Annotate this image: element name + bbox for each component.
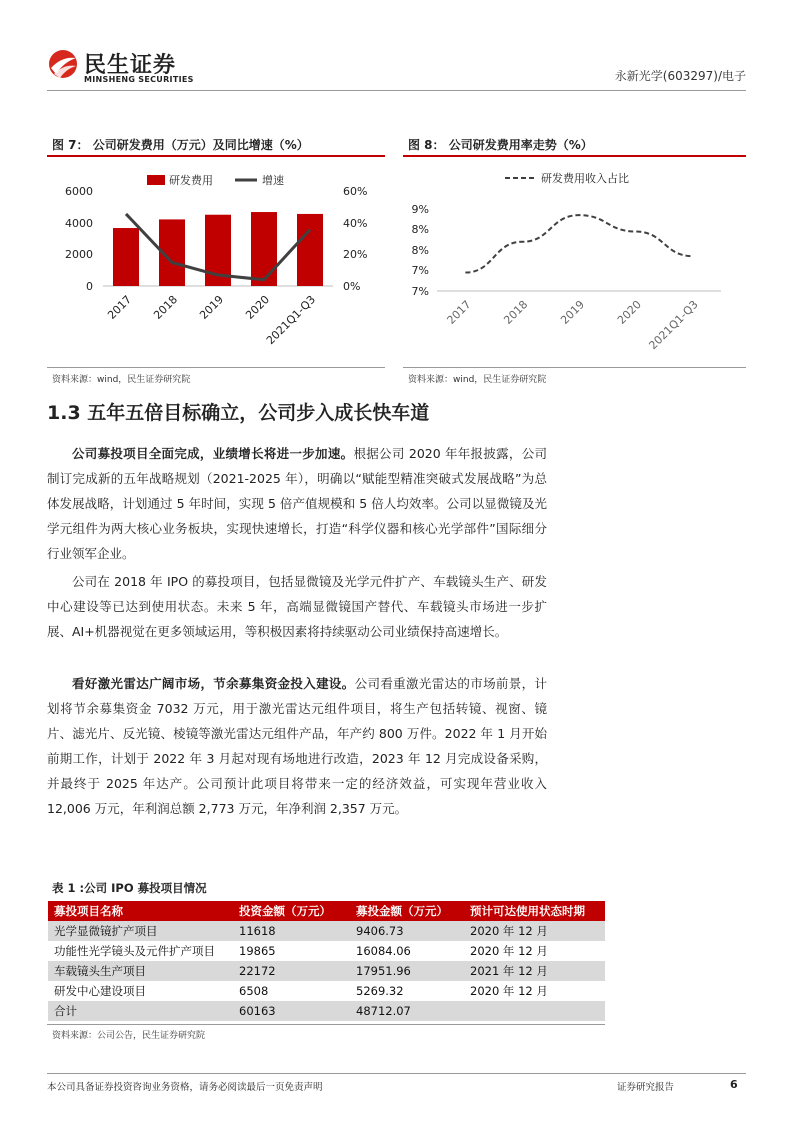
fig7-yl-tick-3: 6000: [65, 185, 93, 198]
fig8-y-tick-4: 9%: [411, 203, 429, 216]
fig7-yl-tick-0: 0: [86, 280, 93, 293]
logo-name-cn: 民生证券: [84, 53, 177, 78]
table1-source: 资料来源：公司公告，民生证券研究院: [52, 1031, 206, 1041]
fig8-source-rule: [403, 367, 746, 368]
cell-project: 光学显微镜扩产项目: [48, 921, 231, 941]
cell-investment: 6508: [231, 981, 350, 1001]
cell-raised: 48712.07: [350, 1001, 464, 1021]
cell-investment: 19865: [231, 941, 350, 961]
paragraph-2: 公司在 2018 年 IPO 的募投项目，包括显微镜及光学元件扩产、车载镜头生产、研发中心建设等已达到使用状态。未来 5 年，高端显微镜国产替代、车载镜头市场进一步扩展、AI+机器视觉在更多领域运用，等积极因素将持续驱动公司业绩保持高速增长。: [47, 574, 547, 639]
cell-raised: 17951.96: [350, 961, 464, 981]
table1-title: 表 1 :公司 IPO 募投项目情况: [52, 881, 207, 895]
fig8-y-tick-2: 8%: [411, 244, 429, 257]
fig7-title: 图 7： 公司研发费用（万元）及同比增速（%）: [52, 138, 309, 152]
fig8-ratio-line: [465, 215, 692, 272]
fig8-source: 资料来源：wind，民生证券研究院: [408, 375, 547, 385]
fig8-x-tick-label: 2019: [558, 297, 588, 327]
col-header-project: 募投项目名称: [48, 901, 231, 921]
fig7-yr-tick-3: 60%: [343, 185, 368, 198]
cell-ready-date: 2021 年 12 月: [464, 961, 605, 981]
fig8-x-tick-label: 2020: [614, 297, 644, 327]
cell-ready-date: 2020 年 12 月: [464, 941, 605, 961]
fig8-x-tick-label: 2017: [444, 297, 474, 327]
fig8-legend-label: 研发费用收入占比: [541, 172, 629, 185]
cell-project: 研发中心建设项目: [48, 981, 231, 1001]
fig7-x-tick-label: 2018: [151, 292, 181, 322]
fig8-y-tick-0: 7%: [411, 285, 429, 298]
table1-source-rule: [47, 1024, 605, 1025]
fig8-chart: [403, 160, 746, 360]
cell-raised: 5269.32: [350, 981, 464, 1001]
cell-investment: 11618: [231, 921, 350, 941]
fig7-legend-bar-label: 研发费用: [169, 174, 213, 187]
fig7-x-tick-label: 2021Q1-Q3: [263, 292, 319, 348]
fig7-chart: [47, 160, 387, 360]
fig8-x-tick-label: 2021Q1-Q3: [646, 297, 701, 353]
page-number: 6: [730, 1078, 738, 1091]
ipo-projects-table: [48, 901, 605, 1021]
cell-investment: 22172: [231, 961, 350, 981]
fig7-x-tick-label: 2020: [243, 292, 273, 322]
fig7-yl-tick-2: 4000: [65, 217, 93, 230]
col-header-raised: 募投金额（万元）: [350, 901, 464, 921]
cell-project: 功能性光学镜头及元件扩产项目: [48, 941, 231, 961]
cell-investment: 60163: [231, 1001, 350, 1021]
fig8-y-tick-3: 8%: [411, 223, 429, 236]
footer-report-type: 证券研究报告: [617, 1082, 675, 1093]
paragraph-1-lead: 公司募投项目全面完成，业绩增长将进一步加速。: [72, 446, 354, 461]
fig7-legend-bar-swatch: [147, 175, 165, 185]
table-row: [48, 941, 605, 961]
fig7-bar: [297, 214, 323, 286]
fig7-x-tick-label: 2019: [197, 292, 227, 322]
fig7-yr-tick-2: 40%: [343, 217, 368, 230]
cell-raised: 9406.73: [350, 921, 464, 941]
logo-mark-icon: [48, 42, 78, 84]
table-total-row: [48, 1001, 605, 1021]
cell-ready-date: [464, 1001, 605, 1021]
fig7-source: 资料来源：wind，民生证券研究院: [52, 375, 191, 385]
fig7-title-rule: [47, 155, 385, 157]
fig7-source-rule: [47, 367, 385, 368]
fig8-title-rule: [403, 155, 746, 157]
fig8-x-tick-label: 2018: [501, 297, 531, 327]
paragraph-1: [47, 441, 547, 566]
fig8-y-tick-1: 7%: [411, 264, 429, 277]
fig7-yr-tick-0: 0%: [343, 280, 361, 293]
col-header-investment: 投资金额（万元）: [231, 901, 350, 921]
fig7-x-tick-label: 2017: [105, 292, 135, 322]
table-row: [48, 981, 605, 1001]
cell-raised: 16084.06: [350, 941, 464, 961]
paragraph-3: [47, 671, 547, 821]
paragraph-1-body: 根据公司 2020 年年报披露，公司制订完成新的五年战略规划（2021-2025 年），明确以“赋能型精准突破式发展战略”为总体发展战略，计划通过 5 年时间，实现 5 倍产值规模和 5 倍人均效率。公司以显微镜及光学元组件为两大核心业务板块，实现快速增长，打造“科学仪器和核心光学部件”国际细分行业领军企业。: [47, 446, 547, 561]
table-row: [48, 961, 605, 981]
fig7-bar: [251, 212, 277, 286]
table-row: [48, 921, 605, 941]
fig7-legend-line-label: 增速: [262, 174, 284, 187]
cell-project: 合计: [48, 1001, 231, 1021]
report-stock-label: 永新光学(603297)/电子: [614, 69, 746, 83]
fig7-yr-tick-1: 20%: [343, 248, 368, 261]
cell-ready-date: 2020 年 12 月: [464, 981, 605, 1001]
fig7-yl-tick-1: 2000: [65, 248, 93, 261]
cell-ready-date: 2020 年 12 月: [464, 921, 605, 941]
footer-divider: [47, 1073, 746, 1074]
cell-project: 车载镜头生产项目: [48, 961, 231, 981]
logo-name-en: MINSHENG SECURITIES: [84, 75, 194, 84]
footer-disclaimer: 本公司具备证券投资咨询业务资格，请务必阅读最后一页免责声明: [47, 1082, 323, 1093]
table-header-row: [48, 901, 605, 921]
col-header-ready-date: 预计可达使用状态时期: [464, 901, 605, 921]
paragraph-3-body: 公司看重激光雷达的市场前景，计划将节余募集资金 7032 万元，用于激光雷达元组件项目，将生产包括转镜、视窗、镜片、滤光片、反光镜、棱镜等激光雷达元组件产品，年产约 800 万件。2022 年 1 月开始前期工作，计划于 2022 年 3 月起对现有场地进行改造，2023 年 12 月完成设备采购，并最终于 2025 年达产。公司预计此项目将带来一定的经济效益，可实现年营业收入 12,006 万元，年利润总额 2,773 万元，年净利润 2,357 万元。: [47, 676, 547, 816]
company-logo: [48, 42, 78, 84]
fig7-bar: [113, 228, 139, 286]
header-divider: [47, 90, 746, 91]
paragraph-3-lead: 看好激光雷达广阔市场，节余募集资金投入建设。: [72, 676, 355, 691]
fig8-title: 图 8： 公司研发费用率走势（%）: [408, 138, 593, 152]
section-heading: 1.3 五年五倍目标确立，公司步入成长快车道: [47, 402, 430, 424]
